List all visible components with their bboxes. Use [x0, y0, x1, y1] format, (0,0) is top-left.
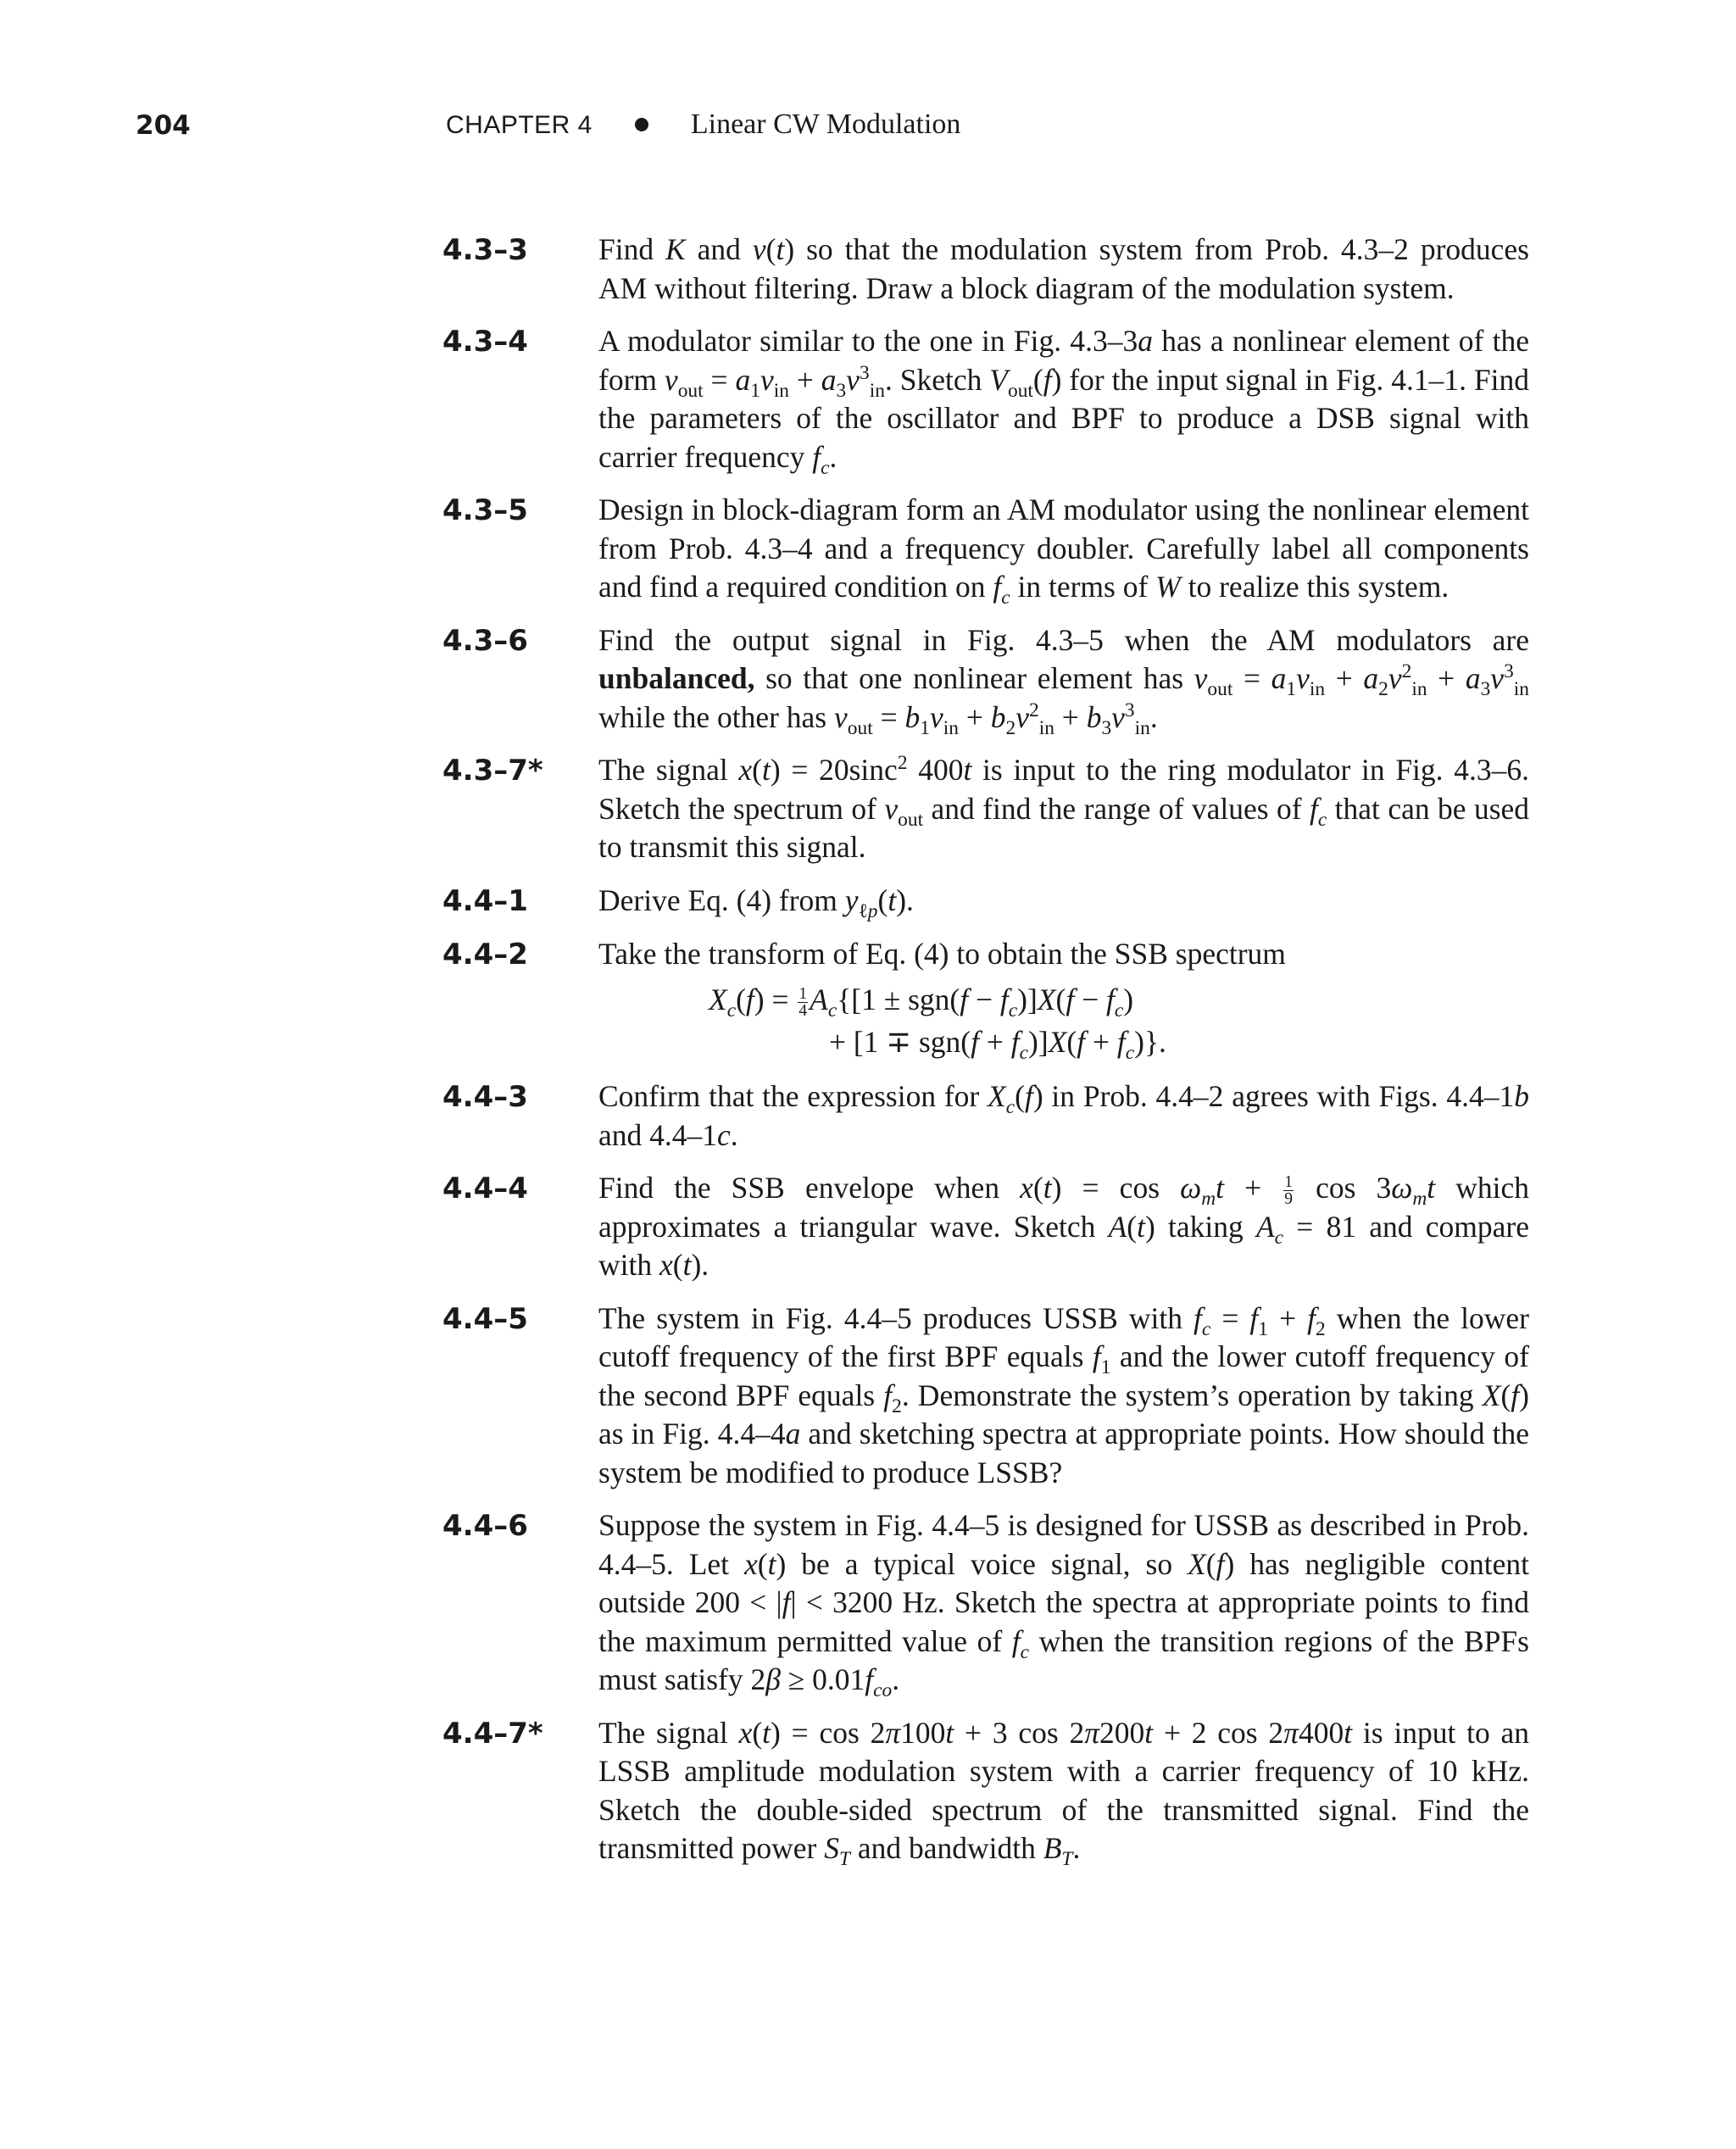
problem-number: 4.4–7*: [442, 1716, 543, 1751]
problem: [442, 621, 1529, 738]
problem: [442, 882, 1529, 921]
problem: [442, 935, 1529, 1064]
problem: [442, 322, 1529, 479]
problem-number: 4.3–7*: [442, 754, 543, 788]
problem-text: Find the SSB envelope when $x(t) = \cos \omega_mt$ + $\frac{1}{9}$ $\cos 3\omega_mt$ which approximates a triangular wave. Sketch A(t) taking $A_c = 81$ and compare with x(t).: [598, 1171, 1529, 1283]
problem-number: 4.3–6: [442, 623, 528, 658]
problem: [442, 751, 1529, 867]
problem-number: 4.4–3: [442, 1080, 528, 1114]
running-head: [446, 109, 960, 141]
problem-number: 4.3–3: [442, 233, 528, 267]
problem-text: The signal x(t) = cos 2π100t + 3 cos 2π200t + 2 cos 2π400t is input to an LSSB amplitude modulation system with a carrier frequency of 10 kHz. Sketch the double-sided spectrum of the transmitted signal. Find the transmitted power $S_T$ and bandwidth $B_T$.: [598, 1715, 1530, 1871]
problem-number: 4.4–4: [442, 1172, 528, 1205]
equation-line: + $[1 \mp sgn(f + f_c)]X(f + f_c)$}.: [829, 1025, 1166, 1065]
problem: [442, 1169, 1529, 1285]
problem-text: [598, 935, 1529, 1064]
problem-text: Confirm that the expression for $X_c(f)$ in Prob. 4.4–2 agrees with Figs. 4.4–1b and 4.4–1c.: [598, 1079, 1529, 1152]
problem-number: 4.4–1: [442, 883, 528, 918]
problem-text: Find the output signal in Fig. 4.3–5 when the AM modulators are unbalanced, so that one nonlinear element has $v_{out} = a_1v_{in} + a_2v^2_{in} + a_3v^3_{in}$ while the other has $v_{out} = b_1v_{in} + b_2v^2_{in} + b_3v^3_{in}$.: [598, 622, 1529, 739]
chapter-label: CHAPTER 4: [446, 111, 593, 139]
problem: [442, 231, 1529, 308]
problem: [442, 491, 1529, 610]
chapter-title: Linear CW Modulation: [690, 109, 961, 140]
problem-number: 4.3–5: [442, 493, 528, 527]
problem: [442, 1300, 1529, 1493]
problem-statement: Take the transform of Eq. (4) to obtain the SSB spectrum: [598, 936, 1286, 971]
problem-number: 4.4–2: [442, 937, 528, 972]
problem-list: [442, 231, 1529, 1883]
problem: [442, 1506, 1529, 1700]
problem-number: 4.4–5: [442, 1301, 528, 1336]
problem-text: Design in block-diagram form an AM modulator using the nonlinear element from Prob. 4.3–4 and a frequency doubler. Carefully label all components and find a required condition on $f_c$ in terms of W to realize this system.: [598, 493, 1529, 610]
problem-text: The system in Fig. 4.4–5 produces USSB with $f_c = f_1 + f_2$ when the lower cutoff frequency of the first BPF equals $f_1$ and the lower cutoff frequency of the second BPF equals $f_2$. Demonstrate the system’s operation by taking X(f) as in Fig. 4.4–4a and sketching spectra at appropriate points. How should the system be modified to produce LSSB?: [598, 1300, 1529, 1489]
page-number: 204: [136, 110, 191, 141]
problem-text: Derive Eq. (4) from $y_{\ell p}(t)$.: [598, 882, 914, 922]
problem-text: The signal x(t) = 20sinc$^2$ 400t is input to the ring modulator in Fig. 4.3–6. Sketch the spectrum of $v_{out}$ and find the range of values of $f_c$ that can be used to transmit this signal.: [598, 752, 1530, 864]
problem: [442, 1077, 1529, 1155]
problem-text: A modulator similar to the one in Fig. 4.3–3a has a nonlinear element of the form $v_{out} = a_1v_{in} + a_3v^3_{in}$. Sketch $V_{out}(f)$ for the input signal in Fig. 4.1–1. Find the parameters of the oscillator and BPF to produce a DSB signal with carrier frequency $f_c$.: [598, 324, 1529, 479]
equation-line: $X_c(f)$ = $\frac{1}{4}$ $A_c\{[1 \pm sgn(f - f_c)]X(f - f_c)$: [709, 983, 1134, 1022]
problem-number: 4.3–4: [442, 325, 528, 359]
bullet-icon: [635, 118, 648, 131]
problem-text: Find K and v(t) so that the modulation system from Prob. 4.3–2 produces AM without filtering. Draw a block diagram of the modulation system.: [598, 232, 1529, 305]
problem-number: 4.4–6: [442, 1509, 528, 1544]
problem: [442, 1714, 1530, 1871]
problem-text: Suppose the system in Fig. 4.4–5 is designed for USSB as described in Prob. 4.4–5. Let x(t) be a typical voice signal, so X(f) has negligible content outside 200 < |f| < 3200 Hz. Sketch the spectra at appropriate points to find the maximum permitted value of $f_c$ when the transition regions of the BPFs must satisfy $2\beta \ge 0.01f_{co}$.: [598, 1508, 1529, 1702]
